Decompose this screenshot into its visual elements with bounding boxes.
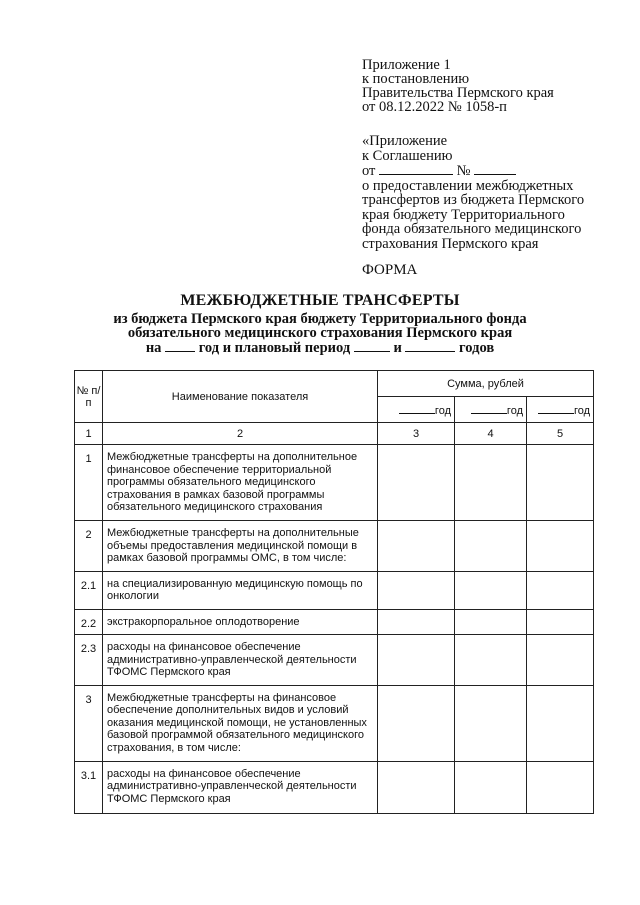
year-blank [538, 403, 574, 414]
table-row [75, 521, 594, 572]
appendix-line: к постановлению [362, 71, 470, 87]
amount-cell [527, 571, 594, 609]
amount-cell [527, 521, 594, 572]
row-name: Межбюджетные трансферты на дополнительные объемы предоставления медицинской помощи в рамках базовой программы ОМС, в том числе: [103, 521, 378, 572]
agreement-date-number-line [362, 163, 622, 179]
amount-cell [455, 521, 527, 572]
header-year-3: год [527, 397, 594, 423]
amount-cell [527, 635, 594, 686]
table-row [75, 571, 594, 609]
year-blank [354, 340, 390, 352]
year-blank [405, 340, 455, 352]
appendix-line: Правительства Пермского края [362, 85, 554, 101]
appendix-line: Приложение 1 [362, 57, 451, 73]
row-name: Межбюджетные трансферты на дополнительное финансовое обеспечение территориальной программы обязательного медицинского страхования в рамках базовой программы обязательного медицинского страхования [103, 445, 378, 521]
header-year-2: год [455, 397, 527, 423]
agreement-line: страхования Пермского края [362, 235, 539, 252]
period-suffix: годов [459, 340, 495, 356]
row-name: Межбюджетные трансферты на финансовое обеспечение дополнительных видов и условий оказания медицинской помощи, не установленных базовой программой обязательного медицинского страхования, в том числе: [103, 685, 378, 761]
table-row [75, 685, 594, 761]
table-row [75, 635, 594, 686]
agreement-appendix-header [362, 134, 622, 251]
period-and: и [393, 340, 402, 356]
header-num: № п/п [75, 371, 103, 423]
table-row [75, 445, 594, 521]
header-sum: Сумма, рублей [378, 371, 594, 397]
subtitle-line: обязательного медицинского страхования Пермского края [127, 324, 513, 341]
year-blank [471, 403, 507, 414]
column-index-row [75, 423, 594, 445]
appendix-line: от 08.12.2022 № 1058-п [362, 99, 507, 115]
amount-cell [527, 609, 594, 635]
transfers-table [74, 370, 594, 814]
date-blank [379, 163, 453, 175]
document-title: МЕЖБЮДЖЕТНЫЕ ТРАНСФЕРТЫ [180, 292, 460, 309]
from-label: от [362, 163, 376, 179]
row-name: на специализированную медицинскую помощь по онкологии [103, 571, 378, 609]
form-label: ФОРМА [362, 262, 418, 278]
row-name: расходы на финансовое обеспечение административно-управленческой деятельности ТФОМС Пермского края [103, 635, 378, 686]
year-blank [165, 340, 195, 352]
agreement-line: края бюджету Территориального [362, 206, 565, 223]
header-name: Наименование показателя [103, 371, 378, 423]
amount-cell [378, 685, 455, 761]
period-text: год и плановый период [198, 340, 351, 356]
year-blank [399, 403, 435, 414]
agreement-line: трансфертов из бюджета Пермского [362, 192, 585, 208]
amount-cell [378, 609, 455, 635]
amount-cell [455, 761, 527, 813]
appendix-header [362, 58, 554, 114]
row-name: расходы на финансовое обеспечение административно-управленческой деятельности ТФОМС Пермского края [103, 761, 378, 813]
amount-cell [527, 685, 594, 761]
column-index: 3 [378, 423, 455, 445]
header-year-1: год [378, 397, 455, 423]
column-index: 4 [455, 423, 527, 445]
table-row [75, 761, 594, 813]
amount-cell [455, 571, 527, 609]
amount-cell [378, 445, 455, 521]
row-num: 2.3 [75, 635, 103, 686]
amount-cell [378, 571, 455, 609]
row-name: экстракорпоральное оплодотворение [103, 609, 378, 635]
amount-cell [455, 445, 527, 521]
row-num: 2.2 [75, 609, 103, 635]
agreement-line: «Приложение [362, 133, 448, 149]
amount-cell [527, 445, 594, 521]
period-prefix: на [145, 340, 162, 356]
agreement-line: к Соглашению [362, 147, 453, 164]
row-num: 3.1 [75, 761, 103, 813]
amount-cell [455, 635, 527, 686]
document-subtitle [0, 313, 640, 356]
column-index: 5 [527, 423, 594, 445]
subtitle-period-line [0, 340, 640, 356]
amount-cell [378, 635, 455, 686]
amount-cell [527, 761, 594, 813]
amount-cell [455, 609, 527, 635]
agreement-line: фонда обязательного медицинского [362, 221, 582, 237]
row-num: 1 [75, 445, 103, 521]
row-num: 3 [75, 685, 103, 761]
amount-cell [378, 761, 455, 813]
subtitle-line: из бюджета Пермского края бюджету Территориального фонда [113, 311, 527, 327]
row-num: 2.1 [75, 571, 103, 609]
row-num: 2 [75, 521, 103, 572]
column-index: 1 [75, 423, 103, 445]
column-index: 2 [103, 423, 378, 445]
table-row [75, 609, 594, 635]
amount-cell [455, 685, 527, 761]
agreement-line: о предоставлении межбюджетных [362, 177, 574, 194]
number-blank [474, 163, 516, 175]
amount-cell [378, 521, 455, 572]
number-label: № [456, 163, 471, 179]
